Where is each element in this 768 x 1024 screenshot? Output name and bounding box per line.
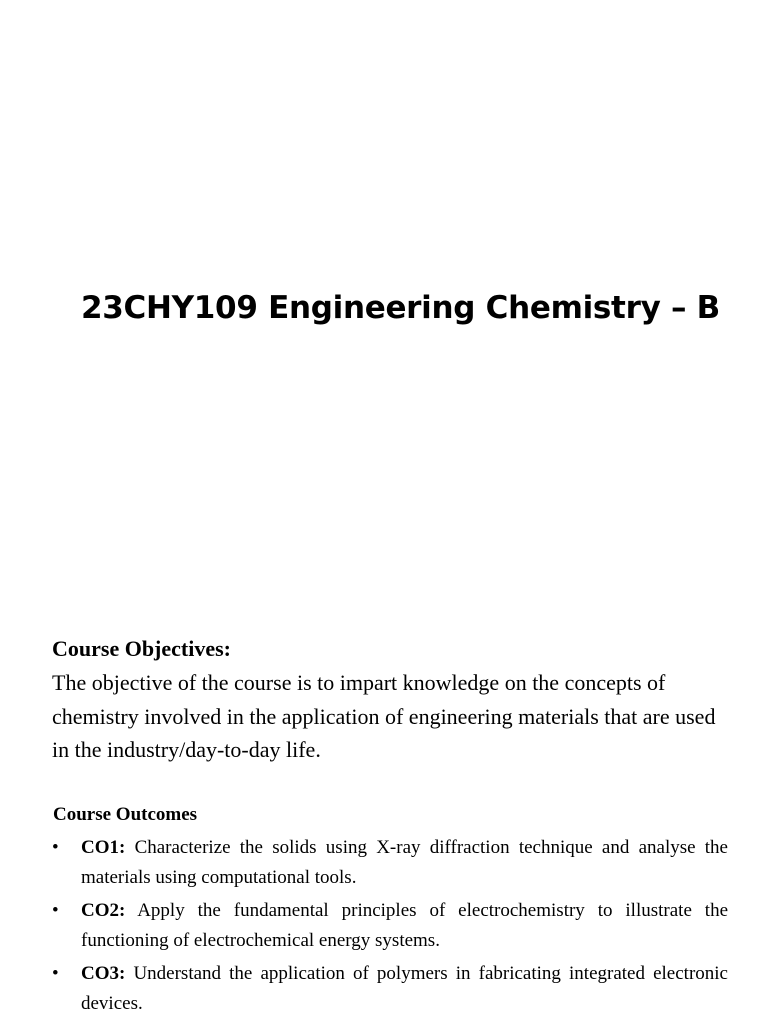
course-outcome-label: CO3: [81, 963, 126, 984]
course-objectives-text: The objective of the course is to impart knowledge on the concepts of chemistry involved in the application of engineering materials that are used in the industry/day-to-day life. [52, 670, 716, 762]
course-outcome-label: CO2: [81, 900, 126, 921]
course-outcome-item-co1 [52, 833, 728, 893]
course-outcomes-heading: Course Outcomes [53, 804, 198, 825]
course-outcomes-section [52, 801, 728, 1022]
course-objectives-section [52, 632, 732, 767]
course-outcome-label: CO1: [81, 837, 126, 858]
bullet-icon: • [52, 837, 59, 858]
course-outcome-item-co3 [52, 959, 728, 1019]
course-outcome-text: Apply the fundamental principles of electrochemistry to illustrate the functioning of electrochemical energy systems. [81, 900, 729, 951]
bullet-icon: • [52, 900, 59, 921]
course-outcome-text: Understand the application of polymers in fabricating integrated electronic devices. [81, 963, 728, 1014]
course-outcome-item-co2 [52, 896, 728, 956]
bullet-icon: • [52, 963, 59, 984]
course-objectives-heading: Course Objectives: [52, 636, 232, 661]
course-outcomes-list [52, 833, 728, 1019]
page-title: 23CHY109 Engineering Chemistry – B [81, 290, 720, 326]
course-outcome-text: Characterize the solids using X-ray diffraction technique and analyse the materials using computational tools. [81, 837, 728, 888]
